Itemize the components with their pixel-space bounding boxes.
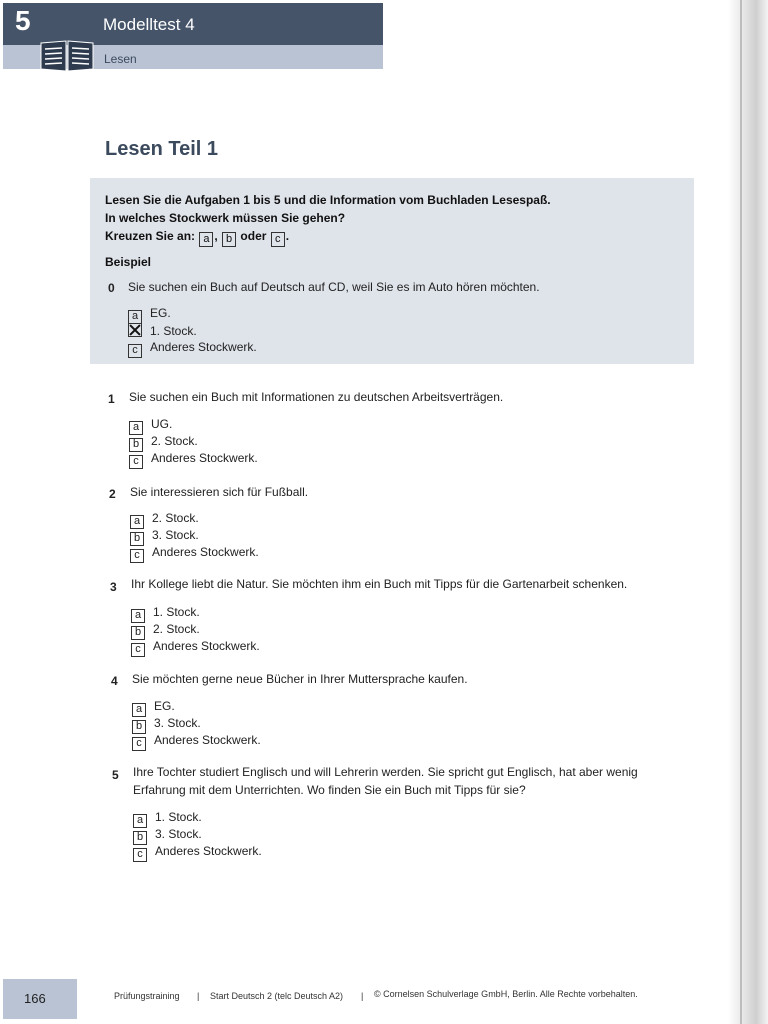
- option-row: [128, 340, 257, 358]
- option-row: [133, 844, 262, 862]
- question-text: Ihre Tochter studiert Englisch und will Lehrerin werden. Sie spricht gut Englisch, hat aber wenig: [133, 765, 638, 779]
- section-title: Lesen Teil 1: [105, 138, 219, 160]
- checkbox-c[interactable]: c: [132, 737, 146, 751]
- chapter-number: 5: [15, 5, 31, 36]
- question-text: Sie suchen ein Buch mit Informationen zu deutschen Arbeitsverträgen.: [129, 390, 504, 404]
- question-text: Sie möchten gerne neue Bücher in Ihrer Muttersprache kaufen.: [132, 672, 468, 686]
- checkbox-a[interactable]: a: [131, 609, 145, 623]
- answer-box-c: c: [271, 232, 285, 247]
- option-row: [131, 605, 200, 623]
- checkbox-b[interactable]: b: [130, 532, 144, 546]
- option-text: EG.: [150, 306, 171, 320]
- option-row: [131, 639, 260, 657]
- option-text: EG.: [154, 699, 175, 713]
- option-row: [132, 699, 175, 717]
- checked-box-b: [128, 323, 142, 337]
- answer-box-b: b: [222, 232, 236, 247]
- checkbox-b[interactable]: b: [131, 626, 145, 640]
- question-text: Sie interessieren sich für Fußball.: [130, 485, 309, 499]
- page-edge-line: [740, 0, 742, 1024]
- option-text: Anderes Stockwerk.: [153, 639, 260, 653]
- option-text: 3. Stock.: [152, 528, 199, 542]
- checkbox-c[interactable]: c: [133, 848, 147, 862]
- footer-separator: |: [361, 991, 364, 1001]
- comma: ,: [214, 229, 218, 243]
- checkbox-c: c: [128, 344, 142, 358]
- question-number: 1: [108, 392, 115, 406]
- open-book-icon: [39, 39, 95, 73]
- footer-part-2: Start Deutsch 2 (telc Deutsch A2): [210, 991, 344, 1001]
- option-row: [130, 528, 199, 546]
- chapter-subtitle: Lesen: [104, 52, 137, 66]
- question-text: Sie suchen ein Buch auf Deutsch auf CD, weil Sie es im Auto hören möchten.: [128, 280, 540, 294]
- question-number: 5: [112, 768, 119, 782]
- instruction-line-1: Lesen Sie die Aufgaben 1 bis 5 und die Information vom Buchladen Lesespaß.: [105, 193, 551, 207]
- checkbox-b[interactable]: b: [132, 720, 146, 734]
- oder-word: oder: [240, 229, 267, 243]
- option-row: [133, 827, 202, 845]
- option-row: [130, 545, 259, 563]
- option-text: Anderes Stockwerk.: [151, 451, 258, 465]
- option-text: 3. Stock.: [155, 827, 202, 841]
- option-row: [128, 323, 197, 338]
- question-text: Ihr Kollege liebt die Natur. Sie möchten ihm ein Buch mit Tipps für die Gartenarbeit schenken.: [131, 577, 628, 591]
- option-row: [129, 417, 172, 435]
- option-row: [131, 622, 200, 640]
- checkbox-a: a: [128, 310, 142, 324]
- question-number: 0: [108, 281, 115, 295]
- option-text: 1. Stock.: [153, 605, 200, 619]
- instruction-line-3: [105, 229, 289, 247]
- example-label: Beispiel: [105, 255, 152, 269]
- option-row: [130, 511, 199, 529]
- option-text: 1. Stock.: [155, 810, 202, 824]
- answer-box-a: a: [199, 232, 213, 247]
- instruction-line-2: In welches Stockwerk müssen Sie gehen?: [105, 211, 346, 225]
- option-text: 1. Stock.: [150, 324, 197, 338]
- option-text: UG.: [151, 417, 173, 431]
- option-row: [129, 451, 258, 469]
- option-text: Anderes Stockwerk.: [154, 733, 261, 747]
- question-number: 2: [109, 487, 116, 501]
- option-text: 2. Stock.: [152, 511, 199, 525]
- checkbox-c[interactable]: c: [130, 549, 144, 563]
- option-text: Anderes Stockwerk.: [150, 340, 257, 354]
- option-row: [129, 434, 198, 452]
- checkbox-b[interactable]: b: [133, 831, 147, 845]
- chapter-title: Modelltest 4: [103, 15, 195, 34]
- option-text: 2. Stock.: [153, 622, 200, 636]
- checkbox-a[interactable]: a: [129, 421, 143, 435]
- instruction-prefix: Kreuzen Sie an:: [105, 229, 196, 243]
- option-row: [132, 733, 261, 751]
- option-text: 3. Stock.: [154, 716, 201, 730]
- question-number: 3: [110, 580, 117, 594]
- checkbox-a[interactable]: a: [133, 814, 147, 828]
- footer-copyright: © Cornelsen Schulverlage GmbH, Berlin. Alle Rechte vorbehalten.: [374, 989, 638, 999]
- question-number: 4: [111, 674, 118, 688]
- page-edge-shadow: [728, 0, 768, 1024]
- checkbox-a[interactable]: a: [130, 515, 144, 529]
- option-text: Anderes Stockwerk.: [155, 844, 262, 858]
- option-row: [132, 716, 201, 734]
- option-row: [128, 306, 171, 324]
- footer-separator: |: [197, 991, 200, 1001]
- page-number: 166: [24, 991, 46, 1006]
- checkbox-a[interactable]: a: [132, 703, 146, 717]
- chapter-header: [3, 3, 383, 69]
- option-row: [133, 810, 202, 828]
- checkbox-c[interactable]: c: [131, 643, 145, 657]
- question-text-line-2: Erfahrung mit dem Unterrichten. Wo finden Sie ein Buch mit Tipps für sie?: [133, 783, 526, 797]
- period: .: [285, 229, 290, 243]
- footer-part-1: Prüfungstraining: [114, 991, 180, 1001]
- checkbox-c[interactable]: c: [129, 455, 143, 469]
- checkbox-b[interactable]: b: [129, 438, 143, 452]
- option-text: 2. Stock.: [151, 434, 198, 448]
- option-text: Anderes Stockwerk.: [152, 545, 259, 559]
